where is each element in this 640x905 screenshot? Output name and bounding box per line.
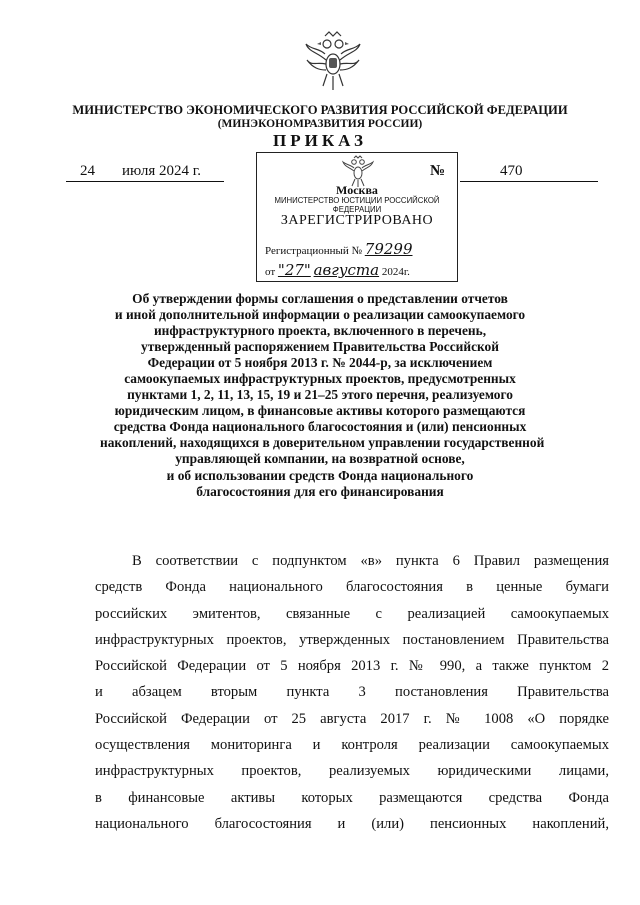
title-line: пунктами 1, 2, 11, 13, 15, 19 и 21–25 этого перечня, реализуемого: [127, 387, 513, 403]
body-line: Российской Федерации от 5 ноября 2013 г. № 990, а также пунктом 2: [95, 658, 609, 675]
body-line: и абзацем вторым пункта 3 постановления Правительства: [95, 684, 609, 701]
title-line: и иной дополнительной информации о реализации самоокупаемого: [114, 307, 526, 323]
body-line: российских эмитентов, связанные с реализацией самоокупаемых: [95, 605, 609, 622]
title-line: накоплений, находящихся в доверительном управлении государственной: [100, 435, 545, 451]
stamp-registration-number-line: [265, 240, 413, 258]
order-number-field: [460, 163, 598, 182]
ministry-short-name: (МИНЭКОНОМРАЗВИТИЯ РОССИИ): [217, 118, 423, 130]
body-line: средств Фонда национального благосостояния в ценные бумаги: [95, 579, 609, 596]
order-day: 24: [80, 163, 95, 179]
title-line: утвержденный распоряжением Правительства Российской: [141, 339, 499, 355]
body-line: национального благосостояния и (или) пенсионных накоплений,: [95, 815, 609, 832]
stamp-ministry: МИНИСТЕРСТВО ЮСТИЦИИ РОССИЙСКОЙ ФЕДЕРАЦИИ: [274, 196, 440, 214]
ministry-name: МИНИСТЕРСТВО ЭКОНОМИЧЕСКОГО РАЗВИТИЯ РОССИЙСКОЙ ФЕДЕРАЦИИ: [72, 103, 568, 117]
title-line: и об использовании средств Фонда национального: [166, 467, 474, 483]
order-number-sign: №: [430, 163, 446, 179]
body-line: в финансовые активы которых размещаются средства Фонда: [95, 789, 609, 806]
title-line: управляющей компании, на возвратной основе,: [175, 451, 465, 467]
document-title: [100, 291, 545, 500]
stamp-date-year: 2024г.: [381, 266, 410, 278]
document-type-heading: ПРИКАЗ: [273, 131, 367, 150]
stamp-reg-number: 79299: [364, 240, 413, 258]
body-line: В соответствии с подпунктом «в» пункта 6 Правил размещения: [132, 553, 609, 569]
body-line: инфраструктурных проектов, утвержденных постановлением Правительства: [95, 631, 609, 648]
title-line: благосостояния для его финансирования: [196, 483, 444, 499]
stamp-city: Москва: [336, 183, 378, 197]
title-line: средства Фонда национального благосостояния и (или) пенсионных: [113, 419, 527, 435]
stamp-registered-label: ЗАРЕГИСТРИРОВАНО: [280, 213, 434, 228]
body-paragraph: [95, 548, 609, 837]
title-line: Об утверждении формы соглашения о представлении отчетов: [132, 291, 508, 306]
title-line: юридическим лицом, в финансовые активы которого размещаются: [114, 403, 526, 419]
title-line: Федерации от 5 ноября 2013 г. № 2044-р, за исключением: [147, 355, 493, 371]
order-number: 470: [500, 163, 523, 179]
stamp-date-day: "27": [277, 261, 311, 279]
title-line: инфраструктурного проекта, включенного в перечень,: [153, 323, 487, 339]
title-line: самоокупаемых инфраструктурных проектов, предусмотренных: [124, 371, 516, 387]
stamp-date-month: августа: [313, 261, 380, 279]
order-month-year: июля 2024 г.: [122, 163, 201, 179]
body-line: осуществления мониторинга и контроля реализации самоокупаемых: [95, 737, 609, 754]
registration-stamp: [256, 152, 458, 282]
stamp-date-prefix: от: [265, 266, 276, 278]
stamp-reg-label: Регистрационный №: [265, 245, 363, 257]
body-line: Российской Федерации от 25 августа 2017 г. № 1008 «О порядке: [95, 710, 609, 727]
stamp-date-line: [265, 261, 410, 279]
order-date: [66, 163, 224, 182]
double-headed-eagle-emblem-icon: [303, 30, 363, 96]
body-line: инфраструктурных проектов, реализуемых юридическими лицами,: [95, 763, 609, 780]
